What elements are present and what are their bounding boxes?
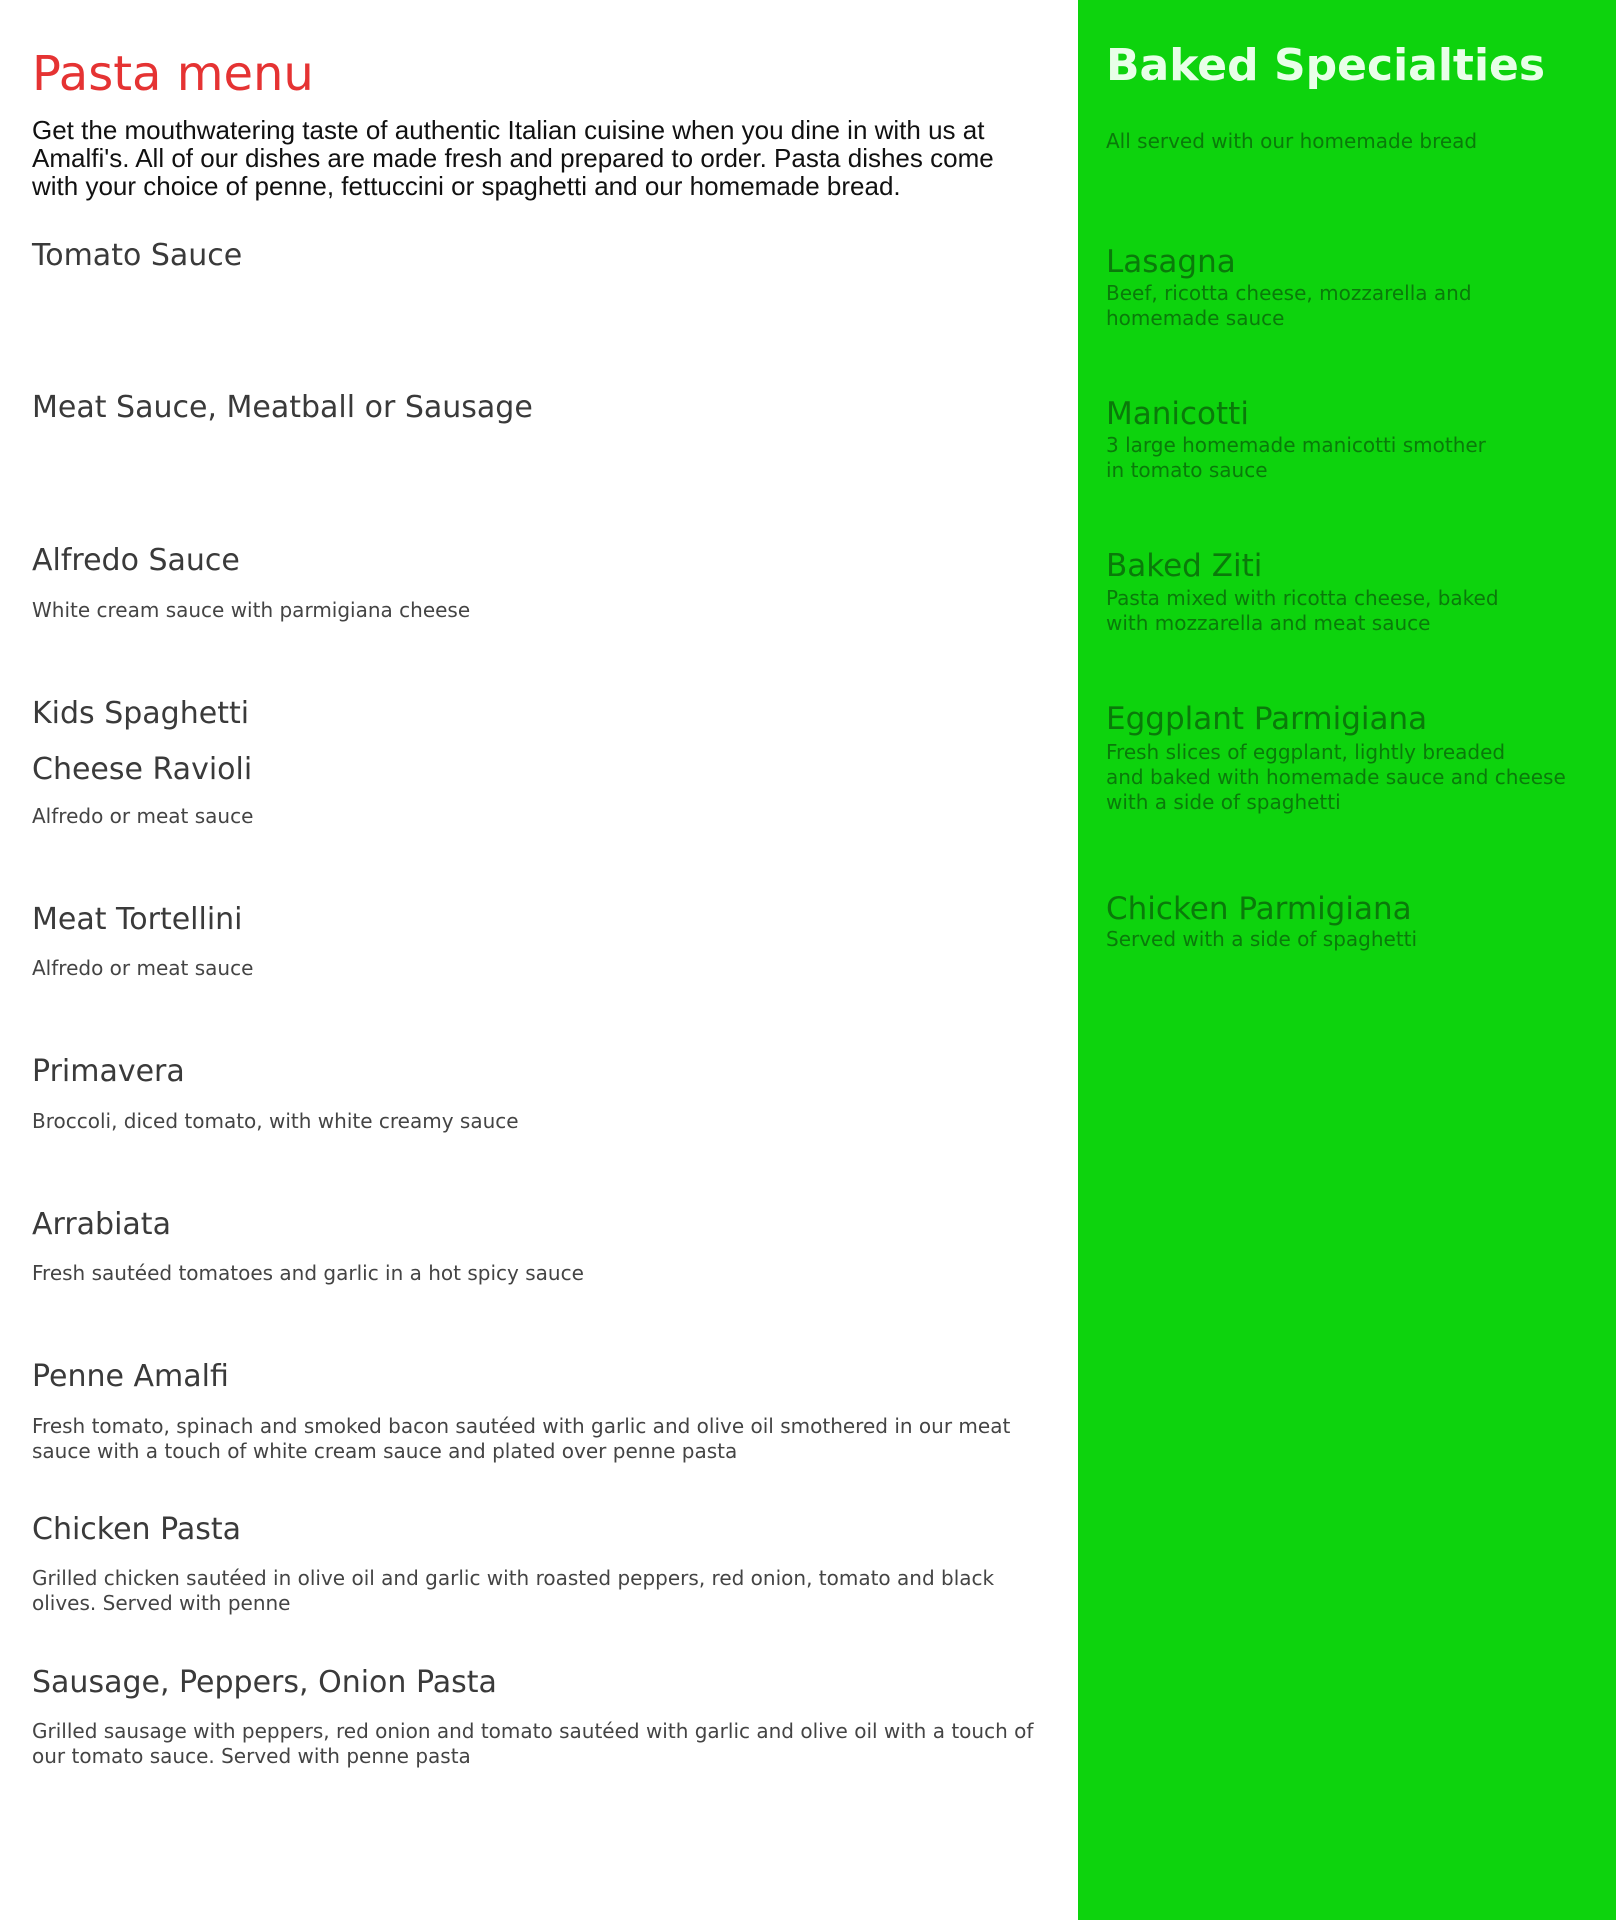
specialty-item-description: 3 large homemade manicotti smother in tomato sauce	[1106, 433, 1486, 482]
specialty-item-description: Beef, ricotta cheese, mozzarella and homemade sauce	[1106, 281, 1472, 330]
menu-item-name: Sausage, Peppers, Onion Pasta	[32, 1665, 497, 1700]
pasta-menu-intro: Get the mouthwatering taste of authentic Italian cuisine when you dine in with us at Amalfi's. All of our dishes are made fresh and prepared to order. Pasta dishes come with your choice of penne, fettuccini or spaghetti and our homemade bread.	[32, 115, 994, 201]
menu-item-name: Chicken Pasta	[32, 1512, 242, 1547]
specialty-item-name: Chicken Parmigiana	[1106, 891, 1412, 927]
menu-item-name: Kids Spaghetti	[32, 696, 250, 731]
specialty-item-description: Served with a side of spaghetti	[1106, 927, 1418, 951]
menu-item-name: Meat Tortellini	[32, 902, 243, 937]
menu-item-name: Arrabiata	[32, 1207, 171, 1242]
menu-item-name: Primavera	[32, 1054, 185, 1089]
menu-item-name: Cheese Ravioli	[32, 752, 253, 787]
menu-item-name: Meat Sauce, Meatball or Sausage	[32, 390, 533, 425]
baked-specialties-title: Baked Specialties	[1106, 40, 1546, 91]
specialty-item-name: Baked Ziti	[1106, 548, 1263, 584]
menu-item-description: Grilled sausage with peppers, red onion and tomato sautéed with garlic and olive oil with a touch of our tomato sauce. Served with penne pasta	[32, 1719, 1034, 1768]
menu-item-description: Alfredo or meat sauce	[32, 804, 254, 828]
specialty-item-description: Pasta mixed with ricotta cheese, baked with mozzarella and meat sauce	[1106, 586, 1499, 635]
menu-item-description: Fresh sautéed tomatoes and garlic in a hot spicy sauce	[32, 1261, 584, 1285]
menu-item-description: Broccoli, diced tomato, with white creamy sauce	[32, 1109, 519, 1133]
specialty-item-name: Manicotti	[1106, 396, 1249, 432]
specialty-item-description: Fresh slices of eggplant, lightly breaded and baked with homemade sauce and cheese with a side of spaghetti	[1106, 740, 1566, 814]
menu-item-description: Fresh tomato, spinach and smoked bacon sautéed with garlic and olive oil smothered in our meat sauce with a touch of white cream sauce and plated over penne pasta	[32, 1414, 1011, 1463]
menu-item-description: White cream sauce with parmigiana cheese	[32, 598, 471, 622]
pasta-menu-title: Pasta menu	[32, 46, 314, 102]
specialty-item-name: Eggplant Parmigiana	[1106, 701, 1428, 737]
menu-item-name: Penne Amalfi	[32, 1359, 229, 1394]
specialty-item-name: Lasagna	[1106, 244, 1236, 280]
menu-item-name: Alfredo Sauce	[32, 543, 240, 578]
menu-item-name: Tomato Sauce	[32, 238, 243, 273]
menu-item-description: Alfredo or meat sauce	[32, 956, 254, 980]
baked-specialties-subtitle: All served with our homemade bread	[1106, 129, 1478, 153]
menu-item-description: Grilled chicken sautéed in olive oil and garlic with roasted peppers, red onion, tomato and black olives. Served with penne	[32, 1566, 995, 1615]
